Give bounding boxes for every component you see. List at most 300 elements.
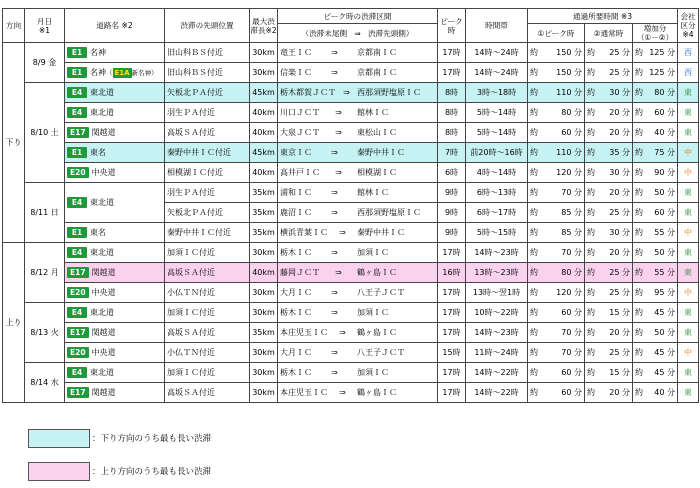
minutes-value: 60 分 — [561, 127, 582, 137]
travel-time-cell — [633, 43, 678, 63]
approx-label: 約 — [530, 67, 538, 77]
table-row — [3, 143, 699, 163]
section-from: 東京ＩＣ — [280, 147, 312, 157]
road-name: 東北道 — [90, 307, 114, 317]
travel-time-cell — [528, 383, 585, 403]
road-name: 東北道 — [90, 197, 114, 207]
company-cell: 中 — [678, 283, 699, 303]
max-length-cell: 30km — [250, 343, 278, 363]
approx-label: 約 — [587, 167, 595, 177]
road-name: 関越道 — [91, 267, 116, 277]
travel-time-cell — [585, 223, 633, 243]
travel-time-cell — [633, 183, 678, 203]
paren-close: ） — [151, 69, 158, 77]
approx-label: 約 — [530, 147, 538, 157]
minutes-value: 15 分 — [609, 367, 630, 377]
section-to: 相模湖ＩＣ — [356, 167, 397, 177]
road-cell — [65, 243, 165, 263]
travel-time-cell — [633, 363, 678, 383]
road-name: 東名 — [90, 227, 106, 237]
minutes-value: 80 分 — [561, 107, 582, 117]
approx-label: 約 — [587, 147, 595, 157]
minutes-value: 125 分 — [649, 47, 676, 57]
approx-label: 約 — [530, 387, 538, 397]
date-cell: 8/12 月 — [25, 243, 65, 303]
road-name: 関越道 — [91, 387, 116, 397]
minutes-value: 90 分 — [654, 167, 676, 177]
travel-time-cell — [528, 103, 585, 123]
time-range-cell: 13時～23時 — [466, 263, 528, 283]
section-cell — [278, 323, 438, 343]
travel-time-cell — [633, 263, 678, 283]
route-number-badge: E20 — [67, 347, 89, 358]
minutes-value: 20 分 — [609, 127, 630, 137]
route-number-badge: E1 — [67, 227, 87, 238]
approx-label: 約 — [530, 267, 538, 277]
time-range-cell: 3時～18時 — [466, 83, 528, 103]
travel-time-cell — [528, 183, 585, 203]
travel-time-cell — [633, 283, 678, 303]
peak-time-cell: 9時 — [438, 203, 466, 223]
approx-label: 約 — [635, 107, 643, 117]
minutes-value: 25 分 — [609, 287, 630, 297]
table-row — [3, 283, 699, 303]
peak-time-cell: 7時 — [438, 143, 466, 163]
header-road: 道路名 ※2 — [65, 9, 165, 43]
minutes-value: 30 分 — [609, 87, 630, 97]
company-cell: 中 — [678, 163, 699, 183]
date-cell: 8/13 火 — [25, 303, 65, 363]
date-cell: 8/11 日 — [25, 183, 65, 243]
travel-time-cell — [585, 123, 633, 143]
approx-label: 約 — [635, 47, 643, 57]
minutes-value: 25 分 — [609, 67, 630, 77]
table-row — [3, 243, 699, 263]
route-number-badge: E4 — [67, 247, 87, 258]
minutes-value: 120 分 — [556, 287, 582, 297]
header-company: 会社区分 ※4 — [678, 9, 699, 43]
approx-label: 約 — [587, 327, 595, 337]
road-cell — [65, 263, 165, 283]
road-cell — [65, 183, 165, 223]
minutes-value: 95 分 — [654, 287, 676, 297]
section-to: 鶴ヶ島ＩＣ — [356, 387, 397, 397]
road-cell — [65, 43, 165, 63]
minutes-value: 80 分 — [561, 267, 582, 277]
header-tt-normal: ②通常時 — [585, 24, 633, 43]
time-range-cell: 11時～24時 — [466, 343, 528, 363]
minutes-value: 20 分 — [609, 247, 630, 257]
approx-label: 約 — [530, 247, 538, 257]
route-number-badge: E20 — [67, 287, 89, 298]
section-from: 大月ＩＣ — [280, 287, 312, 297]
approx-label: 約 — [635, 367, 643, 377]
max-length-cell: 30km — [250, 243, 278, 263]
section-cell — [278, 303, 438, 323]
legend-text-down: ：下り方向のうち最も長い渋滞 — [92, 434, 212, 444]
approx-label: 約 — [635, 187, 643, 197]
time-range-cell: 5時～15時 — [466, 223, 528, 243]
arrow-icon: ⇒ — [331, 47, 338, 57]
paren-open: （ — [106, 69, 113, 77]
approx-label: 約 — [587, 127, 595, 137]
travel-time-cell — [528, 143, 585, 163]
section-cell — [278, 203, 438, 223]
route-number-badge: E4 — [67, 197, 87, 208]
head-position-cell: 小仏ＴＮ付近 — [165, 343, 250, 363]
approx-label: 約 — [635, 207, 643, 217]
date-cell: 8/9 金 — [25, 43, 65, 83]
road-name-secondary: 新名神 — [131, 69, 152, 77]
travel-time-cell — [528, 63, 585, 83]
route-number-badge: E17 — [67, 387, 89, 398]
route-number-badge: E17 — [67, 327, 89, 338]
max-length-cell: 40km — [250, 263, 278, 283]
time-range-cell: 前20時～16時 — [466, 143, 528, 163]
time-range-cell: 14時～23時 — [466, 243, 528, 263]
road-cell — [65, 143, 165, 163]
minutes-value: 30 分 — [609, 167, 630, 177]
approx-label: 約 — [587, 227, 595, 237]
table-row — [3, 103, 699, 123]
section-to: 加須ＩＣ — [356, 367, 389, 377]
section-cell — [278, 123, 438, 143]
section-from: 横浜青葉ＩＣ — [280, 227, 328, 237]
arrow-icon: ⇒ — [335, 107, 342, 117]
peak-time-cell: 9時 — [438, 223, 466, 243]
section-from: 藤岡ＪＣＴ — [280, 267, 320, 277]
head-position-cell: 小仏ＴＮ付近 — [165, 283, 250, 303]
peak-time-cell: 9時 — [438, 183, 466, 203]
travel-time-cell — [633, 223, 678, 243]
table-row — [3, 83, 699, 103]
section-to: 西那須野塩原ＩＣ — [356, 207, 421, 217]
congestion-table — [2, 8, 699, 403]
route-number-badge: E1 — [67, 47, 87, 58]
time-range-cell: 14時～23時 — [466, 323, 528, 343]
table-row — [3, 163, 699, 183]
travel-time-cell — [585, 143, 633, 163]
max-length-cell: 40km — [250, 103, 278, 123]
approx-label: 約 — [587, 67, 595, 77]
road-name: 中央道 — [91, 287, 116, 297]
arrow-icon: ⇒ — [331, 147, 338, 157]
minutes-value: 70 分 — [561, 247, 582, 257]
max-length-cell: 30km — [250, 363, 278, 383]
route-number-badge: E20 — [67, 167, 89, 178]
legend-swatch-down — [28, 429, 90, 448]
minutes-value: 25 分 — [609, 207, 630, 217]
travel-time-cell — [585, 323, 633, 343]
section-from: 栃木ＩＣ — [280, 247, 312, 257]
company-cell: 東 — [678, 183, 699, 203]
travel-time-cell — [633, 123, 678, 143]
travel-time-cell — [633, 143, 678, 163]
section-to: 鶴ヶ島ＩＣ — [356, 267, 397, 277]
minutes-value: 60 分 — [561, 367, 582, 377]
arrow-icon: ⇒ — [331, 207, 338, 217]
travel-time-cell — [585, 263, 633, 283]
time-range-cell: 6時～13時 — [466, 183, 528, 203]
travel-time-cell — [585, 203, 633, 223]
section-cell — [278, 163, 438, 183]
route-number-badge: E1 — [67, 147, 87, 158]
peak-time-cell: 17時 — [438, 323, 466, 343]
minutes-value: 20 分 — [609, 107, 630, 117]
company-cell: 中 — [678, 343, 699, 363]
head-position-cell: 高坂ＳＡ付近 — [165, 123, 250, 143]
company-cell: 東 — [678, 363, 699, 383]
max-length-cell: 30km — [250, 303, 278, 323]
time-range-cell: 14時～22時 — [466, 383, 528, 403]
section-from: 高井戸ＩＣ — [280, 167, 320, 177]
section-to: 館林ＩＣ — [356, 107, 389, 117]
road-cell — [65, 163, 165, 183]
minutes-value: 35 分 — [609, 147, 630, 157]
company-cell: 東 — [678, 303, 699, 323]
road-name: 東北道 — [90, 87, 114, 97]
travel-time-cell — [585, 283, 633, 303]
peak-time-cell: 15時 — [438, 343, 466, 363]
header-tt-peak: ①ピーク時 — [528, 24, 585, 43]
travel-time-cell — [585, 183, 633, 203]
road-cell — [65, 123, 165, 143]
road-cell — [65, 303, 165, 323]
max-length-cell: 30km — [250, 63, 278, 83]
table-row — [3, 43, 699, 63]
road-name: 名神 — [90, 47, 106, 57]
approx-label: 約 — [587, 287, 595, 297]
approx-label: 約 — [530, 307, 538, 317]
section-cell — [278, 143, 438, 163]
road-cell — [65, 103, 165, 123]
arrow-icon: ⇒ — [331, 247, 338, 257]
approx-label: 約 — [587, 207, 595, 217]
minutes-value: 40 分 — [654, 387, 676, 397]
travel-time-cell — [585, 103, 633, 123]
travel-time-cell — [633, 83, 678, 103]
travel-time-cell — [585, 83, 633, 103]
legend-swatch-up — [28, 462, 90, 481]
minutes-value: 150 分 — [556, 47, 582, 57]
section-to: 西那須野塩原ＩＣ — [356, 87, 421, 97]
company-cell: 東 — [678, 123, 699, 143]
section-cell — [278, 223, 438, 243]
section-cell — [278, 43, 438, 63]
approx-label: 約 — [635, 127, 643, 137]
section-cell — [278, 283, 438, 303]
minutes-value: 110 分 — [556, 147, 582, 157]
minutes-value: 45 分 — [654, 367, 676, 377]
travel-time-cell — [528, 343, 585, 363]
time-range-cell: 5時～14時 — [466, 123, 528, 143]
arrow-icon: ⇒ — [339, 227, 346, 237]
header-tt-increase: 増加分 （①－②） — [633, 24, 678, 43]
minutes-value: 110 分 — [556, 87, 582, 97]
peak-time-cell: 17時 — [438, 283, 466, 303]
minutes-value: 85 分 — [561, 227, 582, 237]
travel-time-cell — [585, 163, 633, 183]
company-cell: 西 — [678, 43, 699, 63]
minutes-value: 20 分 — [609, 387, 630, 397]
company-cell: 東 — [678, 383, 699, 403]
section-from: 浦和ＩＣ — [280, 187, 312, 197]
minutes-value: 45 分 — [654, 307, 676, 317]
minutes-value: 60 分 — [654, 207, 676, 217]
header-head-position: 渋滞の先頭位置 — [165, 9, 250, 43]
minutes-value: 70 分 — [561, 187, 582, 197]
section-to: 京都南ＩＣ — [356, 67, 397, 77]
section-to: 八王子ＪＣＴ — [356, 347, 405, 357]
travel-time-cell — [585, 343, 633, 363]
minutes-value: 70 分 — [561, 327, 582, 337]
section-from: 鹿沼ＩＣ — [280, 207, 312, 217]
legend-text-up: ：上り方向のうち最も長い渋滞 — [92, 467, 212, 477]
header-peak-section: ピーク時の渋滞区間 — [278, 9, 438, 24]
section-cell — [278, 383, 438, 403]
arrow-icon: ⇒ — [335, 167, 342, 177]
approx-label: 約 — [635, 267, 643, 277]
minutes-value: 75 分 — [654, 147, 676, 157]
section-to: 東松山ＩＣ — [356, 127, 397, 137]
minutes-value: 80 分 — [654, 87, 676, 97]
table-row — [3, 323, 699, 343]
approx-label: 約 — [635, 287, 643, 297]
route-number-badge: E17 — [67, 267, 89, 278]
road-cell — [65, 363, 165, 383]
minutes-value: 25 分 — [609, 47, 630, 57]
approx-label: 約 — [530, 87, 538, 97]
route-number-badge: E1 — [67, 67, 87, 78]
section-cell — [278, 263, 438, 283]
travel-time-cell — [633, 103, 678, 123]
road-name: 東北道 — [90, 107, 114, 117]
travel-time-cell — [633, 343, 678, 363]
approx-label: 約 — [587, 347, 595, 357]
approx-label: 約 — [530, 367, 538, 377]
company-cell: 東 — [678, 203, 699, 223]
table-row — [3, 263, 699, 283]
route-number-badge: E4 — [67, 307, 87, 318]
approx-label: 約 — [635, 347, 643, 357]
company-cell: 東 — [678, 103, 699, 123]
approx-label: 約 — [587, 307, 595, 317]
minutes-value: 30 分 — [609, 227, 630, 237]
travel-time-cell — [528, 243, 585, 263]
approx-label: 約 — [587, 387, 595, 397]
time-range-cell: 13時～翌1時 — [466, 283, 528, 303]
section-from: 本庄児玉ＩＣ — [280, 327, 328, 337]
head-position-cell: 相模湖ＩＣ付近 — [165, 163, 250, 183]
road-cell — [65, 83, 165, 103]
section-to: 館林ＩＣ — [356, 187, 389, 197]
route-number-badge: E4 — [67, 107, 87, 118]
approx-label: 約 — [530, 127, 538, 137]
time-range-cell: 14時～24時 — [466, 43, 528, 63]
section-from: 栃木都賀ＪＣＴ — [280, 87, 336, 97]
travel-time-cell — [585, 383, 633, 403]
approx-label: 約 — [635, 247, 643, 257]
time-range-cell: 5時～14時 — [466, 103, 528, 123]
arrow-icon: ⇒ — [343, 87, 350, 97]
minutes-value: 120 分 — [556, 167, 582, 177]
header-peak-time: ピーク時 — [438, 9, 466, 43]
section-cell — [278, 183, 438, 203]
minutes-value: 25 分 — [609, 267, 630, 277]
company-cell: 中 — [678, 223, 699, 243]
travel-time-cell — [633, 303, 678, 323]
minutes-value: 55 分 — [654, 227, 676, 237]
minutes-value: 45 分 — [654, 347, 676, 357]
travel-time-cell — [528, 223, 585, 243]
minutes-value: 55 分 — [654, 267, 676, 277]
approx-label: 約 — [530, 187, 538, 197]
section-from: 川口ＪＣＴ — [280, 107, 320, 117]
route-number-badge: E17 — [67, 127, 89, 138]
section-cell — [278, 243, 438, 263]
head-position-cell: 高坂ＳＡ付近 — [165, 263, 250, 283]
section-to: 鶴ヶ島ＩＣ — [356, 327, 397, 337]
table-row — [3, 303, 699, 323]
minutes-value: 50 分 — [654, 187, 676, 197]
time-range-cell: 4時～14時 — [466, 163, 528, 183]
table-row — [3, 383, 699, 403]
travel-time-cell — [528, 283, 585, 303]
header-time-range: 時間帯 — [466, 9, 528, 43]
travel-time-cell — [585, 363, 633, 383]
approx-label: 約 — [635, 307, 643, 317]
travel-time-cell — [528, 323, 585, 343]
head-position-cell: 高坂ＳＡ付近 — [165, 323, 250, 343]
head-position-cell: 旧山科ＢＳ付近 — [165, 43, 250, 63]
max-length-cell: 30km — [250, 283, 278, 303]
travel-time-cell — [633, 203, 678, 223]
arrow-icon: ⇒ — [331, 307, 338, 317]
section-from: 栃木ＩＣ — [280, 367, 312, 377]
minutes-value: 20 分 — [609, 327, 630, 337]
head-position-cell: 高坂ＳＡ付近 — [165, 383, 250, 403]
road-name: 中央道 — [91, 167, 116, 177]
approx-label: 約 — [587, 107, 595, 117]
company-cell: 中 — [678, 143, 699, 163]
peak-time-cell: 17時 — [438, 43, 466, 63]
section-cell — [278, 363, 438, 383]
header-section-sub: （渋滞末尾側 ⇒ 渋滞先頭側） — [278, 24, 438, 43]
arrow-icon: ⇒ — [339, 387, 346, 397]
travel-time-cell — [585, 243, 633, 263]
table-row — [3, 123, 699, 143]
table-row — [3, 183, 699, 203]
section-to: 加須ＩＣ — [356, 247, 389, 257]
approx-label: 約 — [635, 227, 643, 237]
travel-time-cell — [633, 243, 678, 263]
peak-time-cell: 17時 — [438, 243, 466, 263]
section-cell — [278, 343, 438, 363]
date-cell: 8/14 水 — [25, 363, 65, 403]
section-from: 大月ＩＣ — [280, 347, 312, 357]
arrow-icon: ⇒ — [331, 367, 338, 377]
max-length-cell: 45km — [250, 143, 278, 163]
approx-label: 約 — [530, 287, 538, 297]
approx-label: 約 — [530, 327, 538, 337]
header-travel-time: 通過所要時間 ※3 — [528, 9, 678, 24]
peak-time-cell: 8時 — [438, 83, 466, 103]
section-from: 本庄児玉ＩＣ — [280, 387, 328, 397]
peak-time-cell: 17時 — [438, 63, 466, 83]
travel-time-cell — [633, 383, 678, 403]
travel-time-cell — [528, 83, 585, 103]
road-name: 中央道 — [91, 347, 116, 357]
